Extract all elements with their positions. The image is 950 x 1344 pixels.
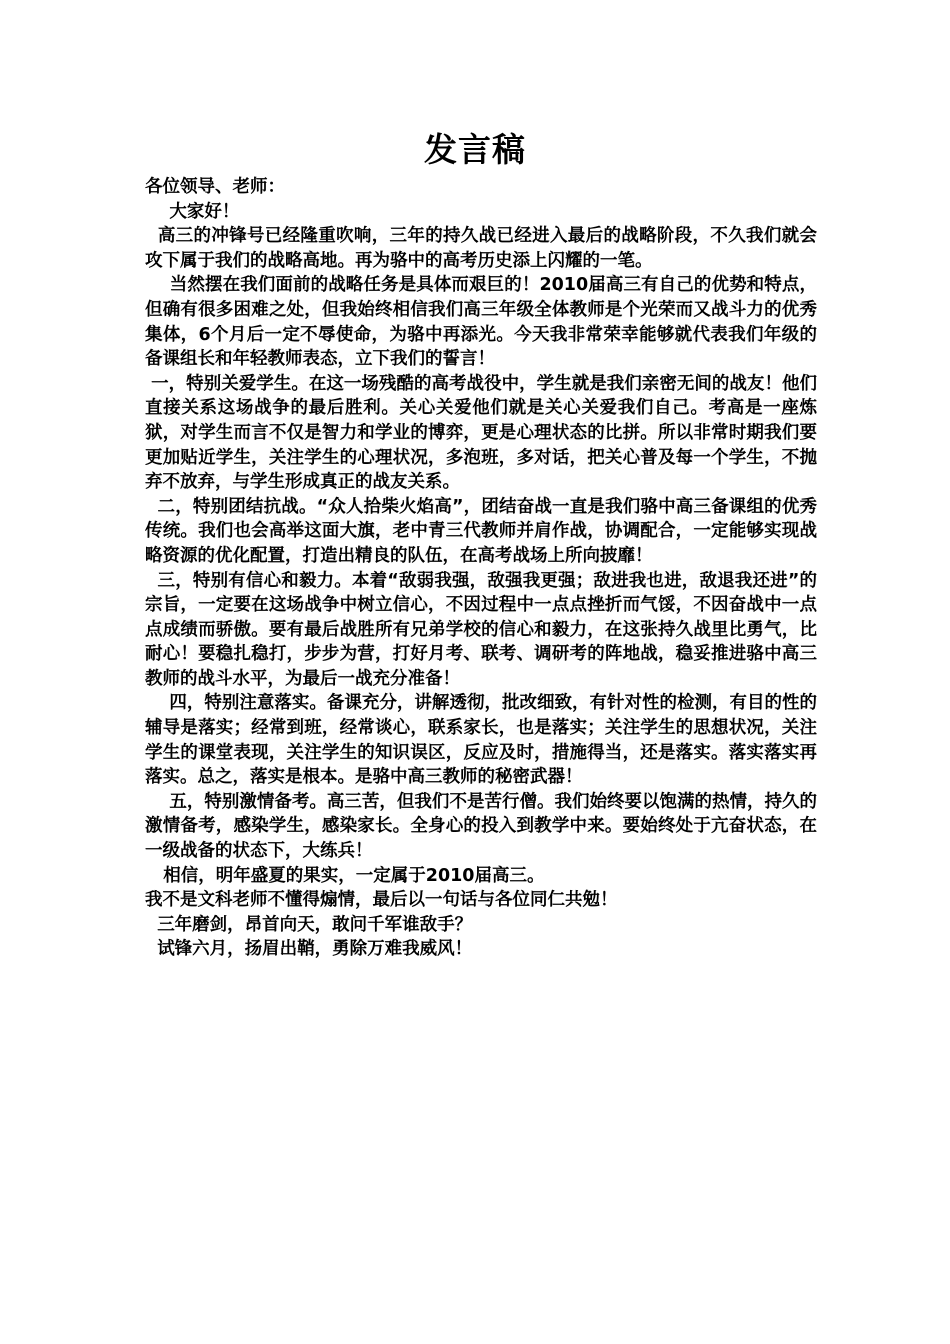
paragraph-point-3: 三，特别有信心和毅力。本着“敌弱我强，敌强我更强；敌进我也进，敌退我还进”的宗旨，一定要在这场战争中树立信心，不因过程中一点点挫折而气馁，不因奋战中一点点成绩而骄傲。要有最后战胜所有兄弟学校的信心和毅力，在这张持久战里比勇气，比耐心！要稳扎稳打，步步为营，打好月考、联考、调研考的阵地战，稳妥推进骆中高三教师的战斗水平，为最后一战充分准备！ (145, 570, 817, 689)
motto-line-2: 试锋六月，扬眉出鞘，勇除万难我威风！ (145, 939, 473, 960)
paragraph-task: 当然摆在我们面前的战略任务是具体而艰巨的！2010届高三有自己的优势和特点，但确有很多困难之处，但我始终相信我们高三年级全体教师是个光荣而又战斗力的优秀集体，6个月后一定不辱使命，为骆中再添光。今天我非常荣幸能够就代表我们年级的备课组长和年轻教师表态，立下我们的誓言！ (145, 275, 817, 370)
document-body (145, 175, 817, 962)
paragraph-point-2: 二，特别团结抗战。“众人拾柴火焰高”，团结奋战一直是我们骆中高三备课组的优秀传统。我们也会高举这面大旗，老中青三代教师并肩作战，协调配合，一定能够实现战略资源的优化配置，打造出精良的队伍，在高考战场上所向披靡！ (145, 496, 817, 566)
paragraph-closing: 我不是文科老师不懂得煽情，最后以一句话与各位同仁共勉！ (145, 890, 618, 911)
salutation: 各位领导、老师： (145, 177, 285, 197)
paragraph-point-5: 五，特别激情备考。高三苦，但我们不是苦行僧。我们始终要以饱满的热情，持久的激情备考，感染学生，感染家长。全身心的投入到教学中来。要始终处于亢奋状态，在一级战备的状态下，大练兵！ (145, 791, 818, 862)
paragraph-point-1: 一，特别关爱学生。在这一场残酷的高考战役中，学生就是我们亲密无间的战友！他们直接关系这场战争的最后胜利。关心关爱他们就是关心关爱我们自己。考高是一座炼狱，对学生而言不仅是智力和学业的博弈，更是心理状态的比拼。所以非常时期我们要更加贴近学生，关注学生的心理状况，多泡班，多对话，把关心普及每一个学生，不抛弃不放弃，与学生形成真正的战友关系。 (145, 373, 818, 493)
paragraph-belief: 相信，明年盛夏的果实，一定属于2010届高三。 (145, 865, 545, 886)
greeting: 大家好！ (145, 201, 240, 222)
motto-line-1: 三年磨剑，昂首向天，敢问千军谁敌手？ (145, 914, 473, 935)
paragraph-intro: 高三的冲锋号已经隆重吹响，三年的持久战已经进入最后的战略阶段，不久我们就会攻下属于我们的战略高地。再为骆中的高考历史添上闪耀的一笔。 (145, 226, 818, 271)
document-title: 发言稿 (424, 130, 526, 169)
paragraph-point-4: 四，特别注意落实。备课充分，讲解透彻，批改细致，有针对性的检测，有目的性的辅导是落实；经常到班，经常谈心，联系家长，也是落实；关注学生的思想状况，关注学生的课堂表现，关注学生的知识误区，反应及时，措施得当，还是落实。落实落实再落实。总之，落实是根本。是骆中高三教师的秘密武器！ (145, 693, 818, 788)
